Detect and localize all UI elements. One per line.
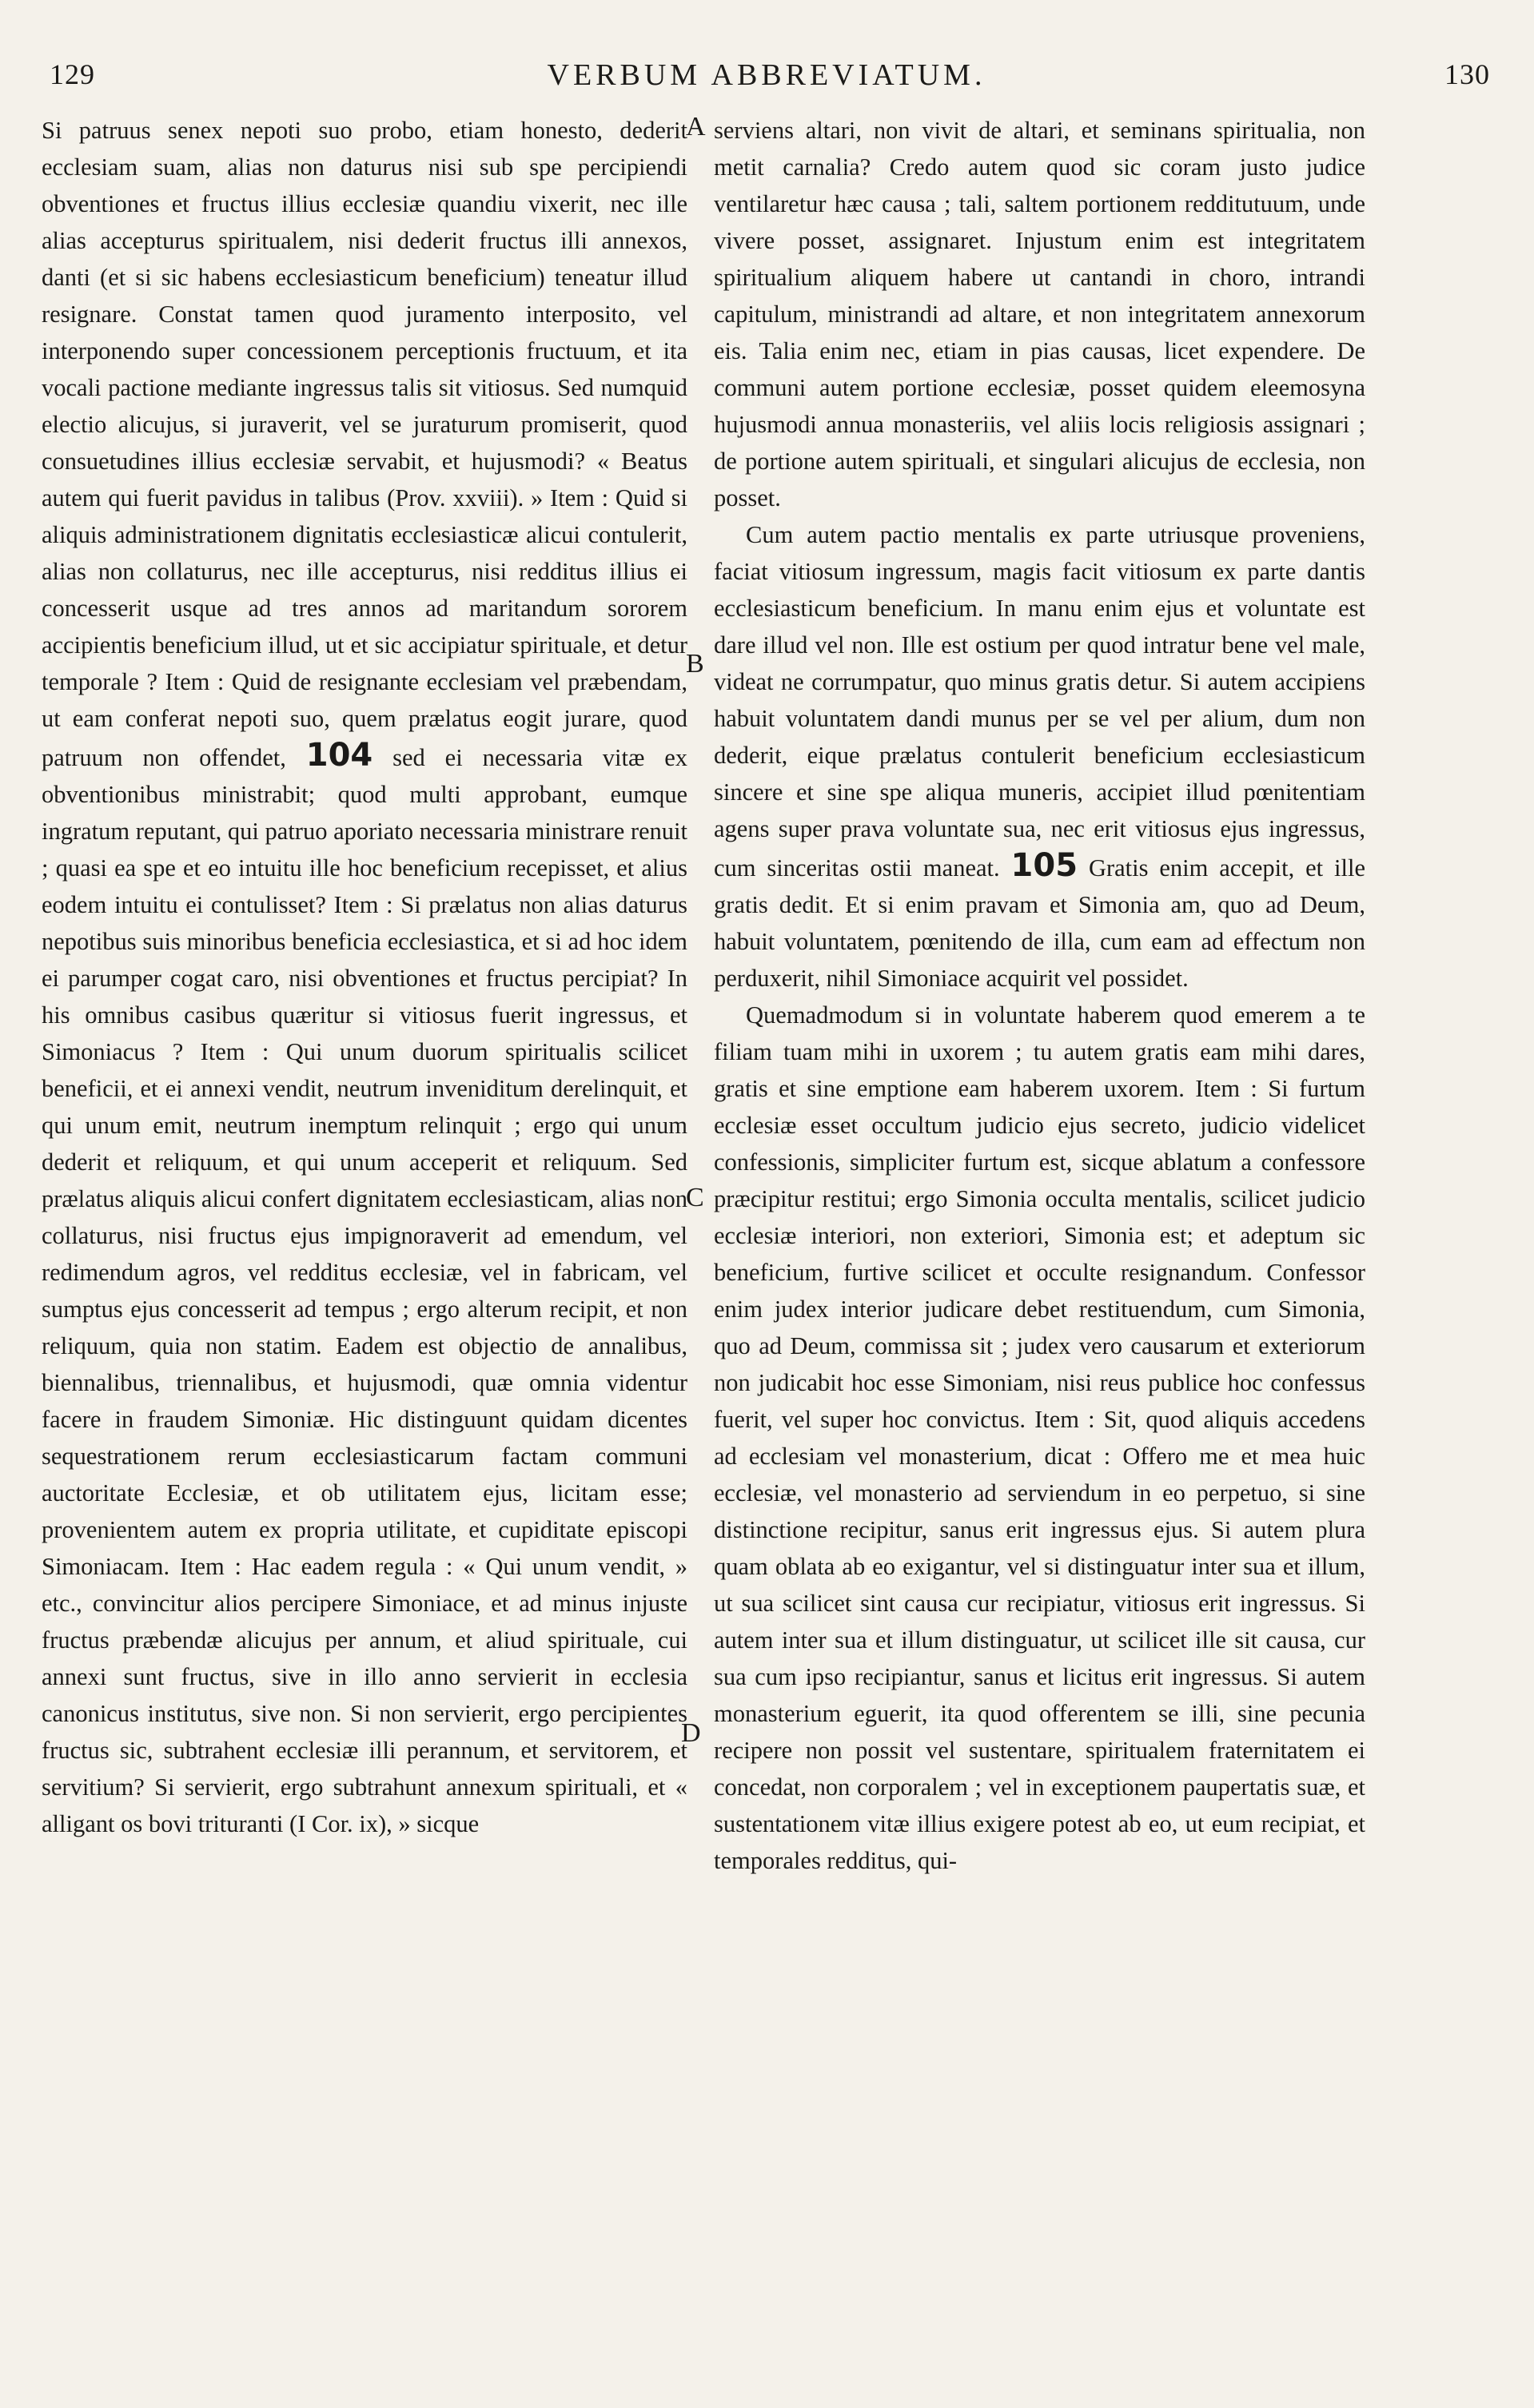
running-header <box>35 58 1498 105</box>
right-paragraph-3: Quemadmodum si in voluntate haberem quod emerem a te filiam tuam mihi in uxorem ; tu autem gratis eam mihi dares, gratis et sine emptione eam haberem uxorem. Item : Si furtum ecclesiæ esset occultum judicio ejus secreto, judicio videlicet confessionis, simpliciter furtum est, sicque ablatum a confessore præcipitur restitui; ergo Simonia occulta mentalis, scilicet judicio ecclesiæ interiori, non exteriori, Simonia est; et adeptum sic beneficium, furtive scilicet et occulte resignandum. Confessor enim judex interior judicare debet restituendum, cum Simonia, quo ad Deum, commissa sit ; judex vero causarum et exteriorum non judicabit hoc esse Simoniam, nisi reus publice hoc confessus fuerit, vel super hoc convictus. Item : Sit, quod aliquis accedens ad ecclesiam vel monasterium, dicat : Offero me et mea huic ecclesiæ, vel monasterio ad serviendum in eo perpetuo, si sine distinctione recipitur, sanus erit ingressus ejus. Si autem plura quam oblata ab eo exigantur, vel si distinguatur inter sua et illum, ut sua scilicet sint causa cur recipiatur, vitiosus erit ingressus. Si autem inter sua et illum distinguatur, ut scilicet ille sit causa, cur sua cum ipso recipiantur, sanus et licitus erit ingressus. Si autem monasterium eguerit, ita quod offerentem se illi, sine pecunia recipere non possit vel sustentare, spiritualem fraternitatem ei concedat, non corporalem ; vel in exceptionem paupertatis suæ, et sustentationem vitæ illius exigere potest ab eo, ut eum recipiat, et temporales redditus, qui- <box>714 1001 1365 1874</box>
page-mark-104: 104 <box>305 737 373 774</box>
left-paragraph-text-1: Si patruus senex nepoti suo probo, etiam honesto, dederit ecclesiam suam, alias non daturus nisi sub spe percipiendi obventiones et fructus illius ecclesiæ quandiu vixerit, nec ille alias accepturus spiritualem, nisi dederit fructus illi annexos, danti (et si sic habens ecclesiasticum beneficium) teneatur illud resignare. Constat tamen quod juramento interposito, vel interponendo super concessionem perceptionis fructuum, et ita vocali pactione mediante ingressus talis sit vitiosus. Sed numquid electio alicujus, si juraverit, vel se juraturum promiserit, quod consuetudines illius ecclesiæ servabit, et hujusmodi? « Beatus autem qui fuerit pavidus in talibus (Prov. xxviii). » Item : Quid si aliquis administrationem dignitatis ecclesiasticæ alicui contulerit, alias non collaturus, nec ille accepturus, nisi redditus illius ei concesserit usque ad tres annos ad maritandum sororem accipientis beneficium illud, ut et sic accipiatur spirituale, et detur temporale ? Item : Quid de resignante ecclesiam vel præbendam, ut eam conferat nepoti suo, quem prælatus eogit jurare, quod patruum non offendet, <box>42 117 687 771</box>
left-paragraph-text-2: sed ei necessaria vitæ ex obventionibus ministrabit; quod multi approbant, eumque ingratum reputant, qui patruo aporiato necessaria ministrare renuit ; quasi ea spe et eo intuitu ille hoc beneficium recepisset, et alius eodem intuitu ei contulisset? Item : Si prælatus non alias daturus nepotibus suis minoribus beneficia ecclesiastica, et si ad hoc idem ei parumper cogat caro, nisi obventiones et fructus percipiat? In his omnibus casibus quæritur si vitiosus fuerit ingressus, et Simoniacus ? Item : Qui unum duorum spiritualis scilicet beneficii, et ei annexi vendit, neutrum inveniditum derelinquit, et qui unum emit, neutrum inemptum relinquit ; ergo qui unum dederit et reliquum, et qui unum acceperit et reliquum. Sed prælatus aliquis alicui confert dignitatem ecclesiasticam, alias non collaturus, nisi fructus ejus impignoraverit ad emendum, vel redimendum agros, vel redditus ecclesiæ, vel in fabricam, vel sumptus ejus concesserit ad tempus ; ergo alterum recipit, et non reliquum, quia non statim. Eadem est objectio de annalibus, biennalibus, triennalibus, et hujusmodi, quæ omnia videntur facere in fraudem Simoniæ. Hic distinguunt quidam dicentes sequestrationem rerum ecclesiasticarum factam communi auctoritate Ecclesiæ, et ob utilitatem ejus, licitam esse; provenientem autem ex propria utilitate, et cupiditate episcopi Simoniacam. Item : Hac eadem regula : « Qui unum vendit, » etc., convincitur alios percipere Simoniace, et ad minus injuste fructus præbendæ alicujus per annum, et aliud spirituale, cui annexi sunt fructus, sive in illo anno servierit in ecclesia canonicus institutus, sive non. Si non servierit, ergo percipientes fructus sic, subtrahent ecclesiæ illi perannum, et servitorem, et servitium? Si servierit, ergo subtrahunt annexum spirituali, et « alligant os bovi trituranti (I Cor. ix), » sicque <box>42 744 687 1837</box>
left-paragraph <box>42 112 687 1842</box>
left-column <box>42 112 687 2374</box>
section-marker-c: C <box>686 1183 704 1212</box>
right-page-number: 130 <box>1444 58 1490 90</box>
section-marker-a: A <box>686 112 706 141</box>
right-column <box>714 112 1365 2374</box>
running-title: VERBUM ABBREVIATUM. <box>547 58 986 92</box>
right-paragraph-1: serviens altari, non vivit de altari, et seminans spiritualia, non metit carnalia? Credo autem quod sic coram justo judice ventilaretur hæc causa ; tali, saltem portionem redditutuum, unde vivere posset, assignaret. Injustum enim est integritatem spiritualium aliquem habere ut cantandi in choro, intrandi capitulum, ministrandi ad altare, et non integritatem annexorum eis. Talia enim nec, etiam in pias causas, licet expendere. De communi autem portione ecclesiæ, posset quidem eleemosyna hujusmodi annua monasteriis, vel aliis locis religiosis assignari ; de portione autem spirituali, et singulari alicujus de ecclesia, non posset. <box>714 117 1365 511</box>
right-paragraph-2 <box>714 516 1365 997</box>
right-paragraph-2-continued: Gratis enim accepit, et ille gratis dedit. Et si enim pravam et Simonia am, quo ad Deum, habuit voluntatem, pœnitendo de illa, cum eam ad effectum non perduxerit, nihil Simoniace acquirit vel possidet. <box>714 854 1365 992</box>
section-marker-b: B <box>686 649 704 679</box>
right-paragraph-2-text: Cum autem pactio mentalis ex parte utriusque proveniens, faciat vitiosum ingressum, magis facit vitiosum ex parte dantis ecclesiasticum beneficium. In manu enim ejus et voluntate est dare illud vel non. Ille est ostium per quod intratur bene vel male, videat ne corrumpatur, quo minus gratis detur. Si autem accipiens habuit voluntatem dandi munus per se vel per alium, dum non dederit, eique prælatus contulerit beneficium ecclesiasticum sincere et sine spe aliqua muneris, accipiet illud pœnitentiam agens super prava voluntate sua, nec erit vitiosus ejus ingressus, cum sinceritas ostii maneat. <box>714 521 1365 882</box>
page-mark-105: 105 <box>1010 847 1078 884</box>
section-marker-d: D <box>681 1718 701 1748</box>
left-page-number: 129 <box>50 58 95 90</box>
